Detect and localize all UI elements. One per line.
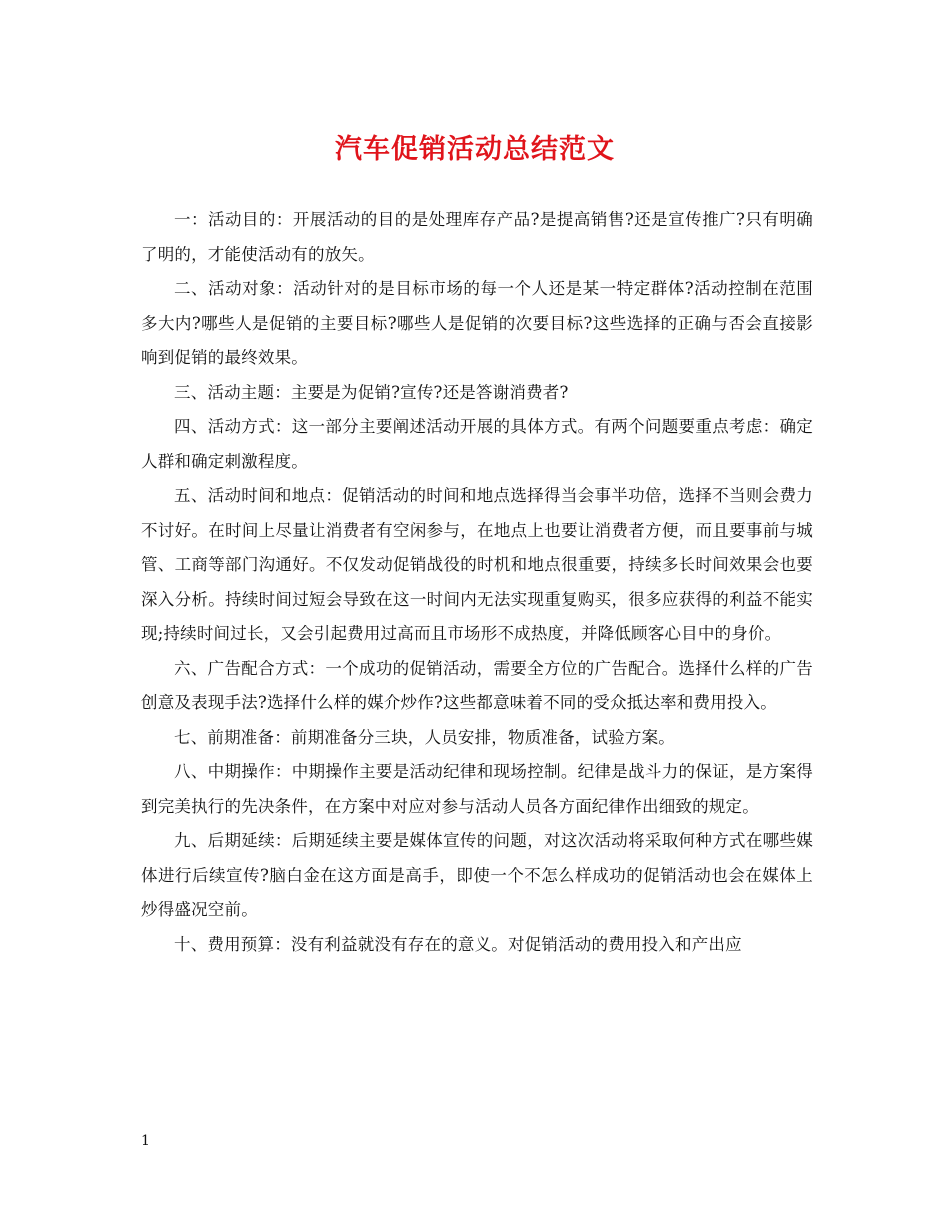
paragraph-5-time-place: 五、活动时间和地点：促销活动的时间和地点选择得当会事半功倍，选择不当则会费力不讨好。在时间上尽量让消费者有空闲参与，在地点上也要让消费者方便，而且要事前与城管、工商等部门沟通好。不仅发动促销战役的时机和地点很重要，持续多长时间效果会也要深入分析。持续时间过短会导致在这一时间内无法实现重复购买，很多应获得的利益不能实现;持续时间过长，又会引起费用过高而且市场形不成热度，并降低顾客心目中的身价。 [141, 486, 813, 643]
paragraph-2-audience: 二、活动对象：活动针对的是目标市场的每一个人还是某一特定群体?活动控制在范围多大内?哪些人是促销的主要目标?哪些人是促销的次要目标?这些选择的正确与否会直接影响到促销的最终效果。 [141, 279, 813, 367]
paragraph-7-preparation: 七、前期准备：前期准备分三块，人员安排，物质准备，试验方案。 [174, 727, 675, 747]
page-number: 1 [141, 1133, 150, 1149]
document-body [141, 203, 813, 962]
paragraph-4-method: 四、活动方式：这一部分主要阐述活动开展的具体方式。有两个问题要重点考虑：确定人群和确定刺激程度。 [141, 417, 813, 471]
paragraph-8-operation: 八、中期操作：中期操作主要是活动纪律和现场控制。纪律是战斗力的保证，是方案得到完美执行的先决条件，在方案中对应对参与活动人员各方面纪律作出细致的规定。 [141, 762, 813, 816]
document-title: 汽车促销活动总结范文 [335, 134, 615, 165]
paragraph-9-followup: 九、后期延续：后期延续主要是媒体宣传的问题，对这次活动将采取何种方式在哪些媒体进行后续宣传?脑白金在这方面是高手，即使一个不怎么样成功的促销活动也会在媒体上炒得盛况空前。 [141, 831, 813, 919]
paragraph-1-purpose: 一：活动目的：开展活动的目的是处理库存产品?是提高销售?还是宣传推广?只有明确了明的，才能使活动有的放矢。 [141, 210, 813, 264]
paragraph-3-theme: 三、活动主题：主要是为促销?宣传?还是答谢消费者? [174, 382, 569, 402]
paragraph-10-budget: 十、费用预算：没有利益就没有存在的意义。对促销活动的费用投入和产出应 [174, 934, 742, 954]
paragraph-6-advertising: 六、广告配合方式：一个成功的促销活动，需要全方位的广告配合。选择什么样的广告创意及表现手法?选择什么样的媒介炒作?这些都意味着不同的受众抵达率和费用投入。 [141, 658, 813, 712]
